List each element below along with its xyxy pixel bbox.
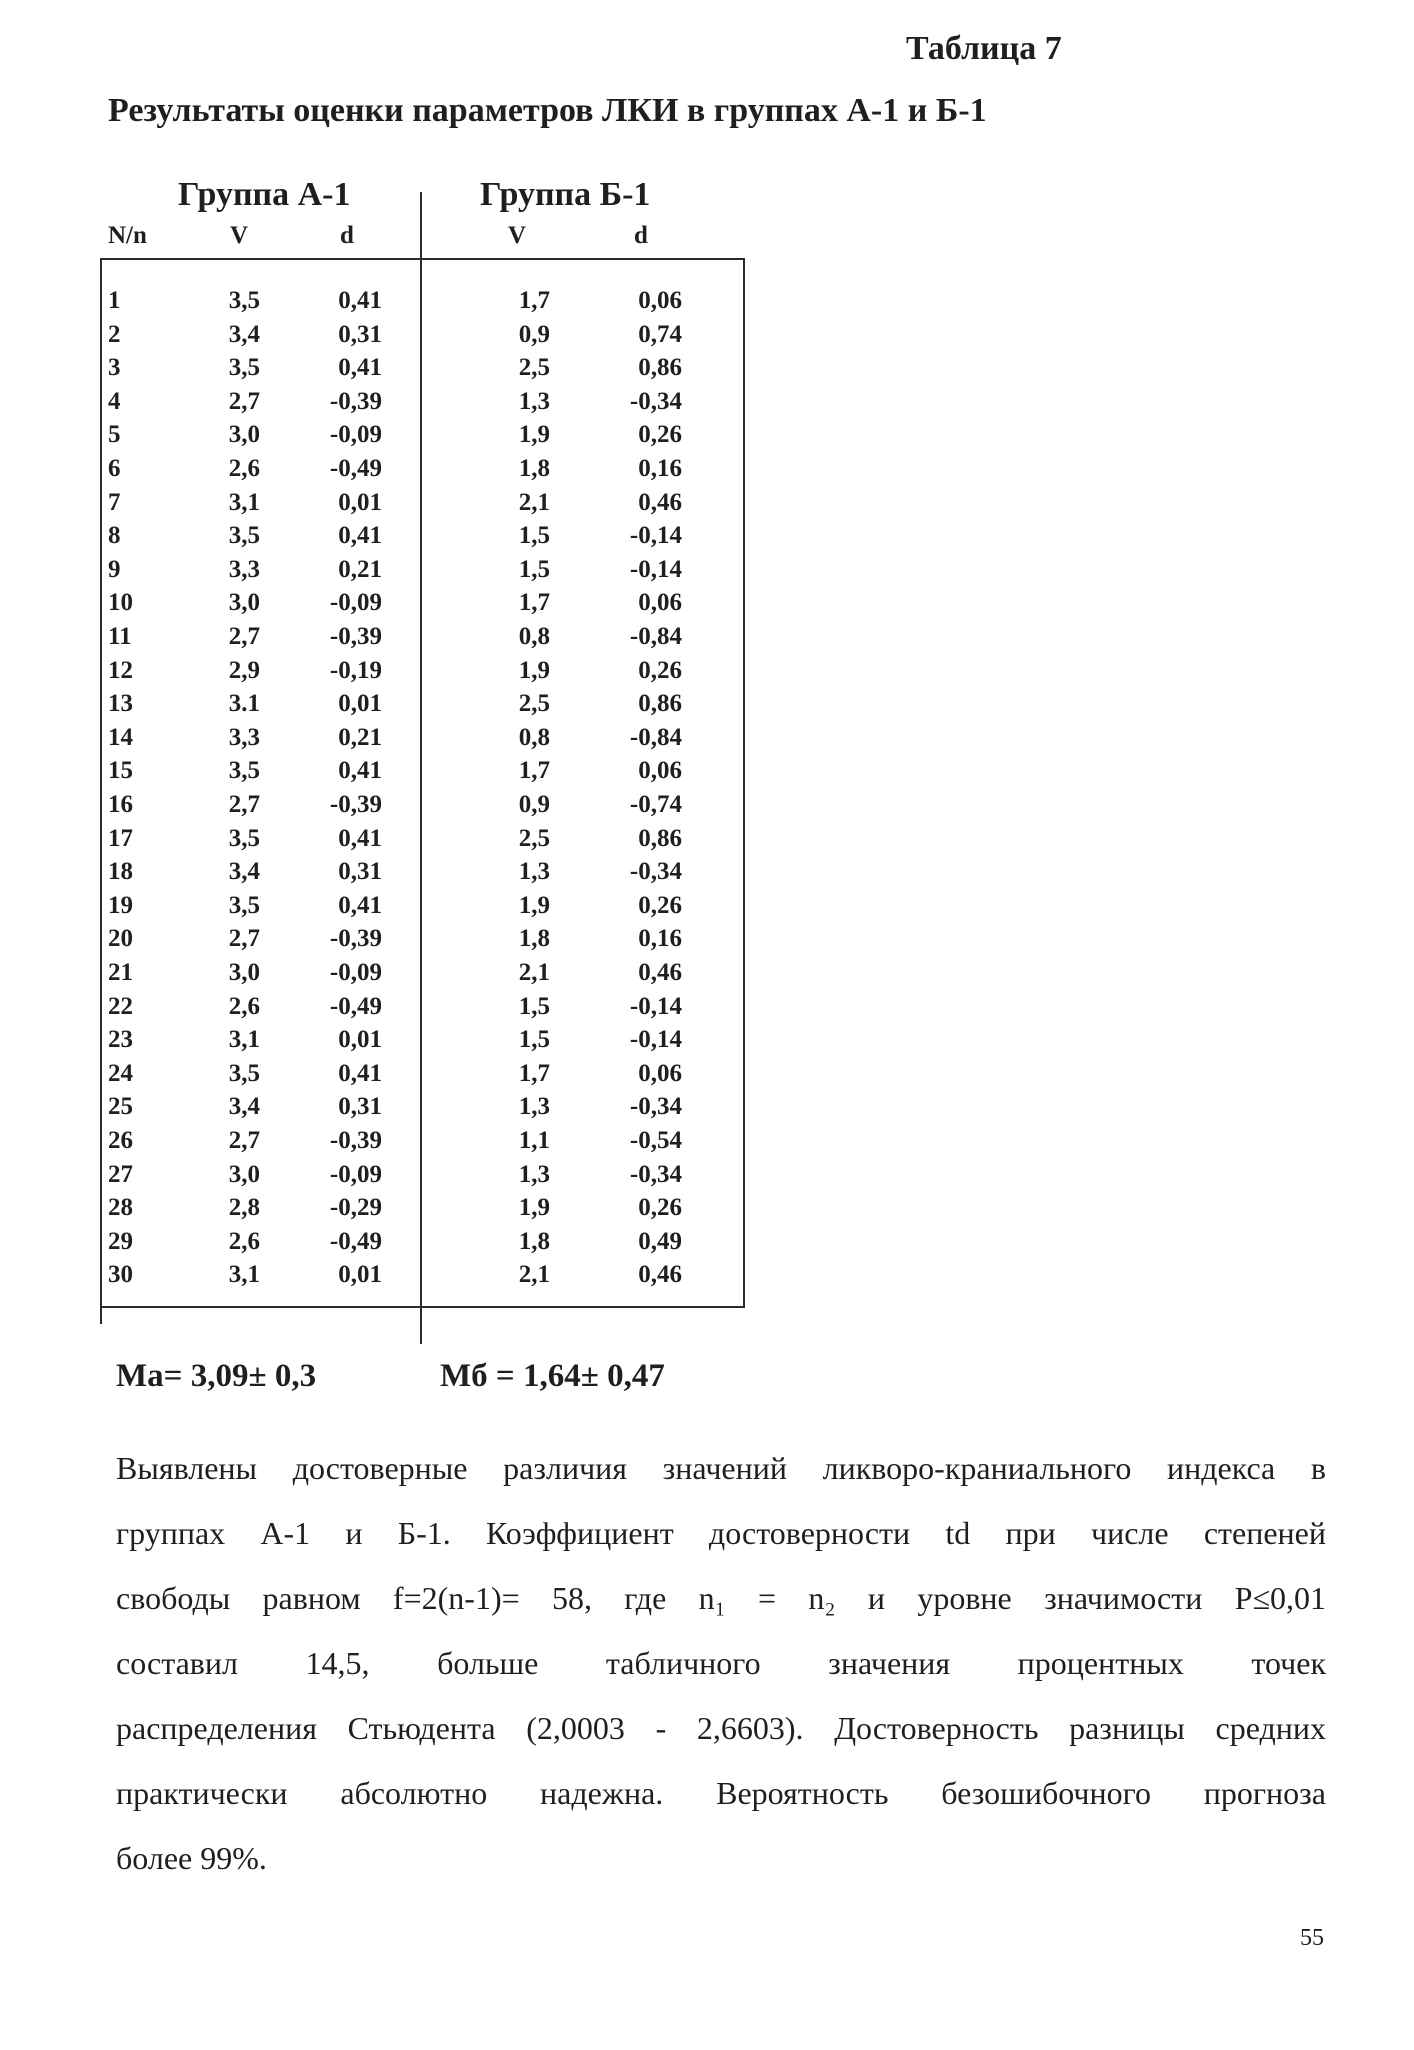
cell-v-b: 1,1 [518, 1127, 550, 1154]
cell-d-b: 0,06 [638, 287, 682, 314]
paragraph-line: свободы равном f=2(n-1)= 58, где n₁ = n₂ и уровне значимости P≤0,01 [116, 1580, 1326, 1616]
cell-v-a: 2,7 [228, 1127, 260, 1154]
cell-v-b: 1,9 [518, 656, 550, 684]
row-number: 13 [108, 690, 133, 718]
cell-d-a: -0,09 [329, 1160, 382, 1188]
table-row [0, 1090, 1414, 1123]
cell-v-b: 2,5 [518, 354, 550, 382]
paragraph-last-line: более 99%. [116, 1840, 267, 1876]
row-number: 22 [108, 992, 133, 1020]
cell-v-a: 3,1 [228, 1261, 260, 1289]
cell-d-a: 0,31 [338, 320, 382, 348]
group-a-heading: Группа А-1 [178, 176, 351, 213]
table-row [0, 318, 1414, 351]
table-row [0, 990, 1414, 1023]
cell-d-b: -0,14 [629, 992, 682, 1020]
cell-v-a: 3,4 [228, 858, 260, 886]
cell-d-a: -0,39 [329, 1127, 382, 1154]
table-row [0, 687, 1414, 720]
cell-v-a: 3,4 [228, 320, 260, 348]
cell-v-b: 1,7 [518, 287, 550, 314]
row-number: 30 [108, 1261, 133, 1289]
table-row [0, 1124, 1414, 1157]
cell-d-b: -0,14 [629, 522, 682, 550]
paragraph-line: практически абсолютно надежна. Вероятность безошибочного прогноза [116, 1775, 1326, 1811]
cell-v-b: 1,3 [518, 1160, 550, 1188]
cell-v-b: 1,3 [518, 858, 550, 886]
cell-d-a: 0,41 [338, 522, 382, 550]
table-row [0, 855, 1414, 888]
page-number: 55 [1300, 1925, 1324, 1951]
cell-d-b: -0,34 [629, 1160, 682, 1188]
cell-d-b: 0,06 [638, 589, 682, 617]
table-row [0, 1158, 1414, 1191]
cell-v-b: 1,3 [518, 1093, 550, 1121]
table-row [0, 385, 1414, 418]
table-row [0, 654, 1414, 687]
cell-d-b: 0,16 [638, 455, 682, 482]
cell-d-a: 0,41 [338, 824, 382, 852]
cell-d-a: -0,09 [329, 589, 382, 617]
cell-d-b: -0,84 [629, 623, 682, 650]
row-number: 14 [108, 723, 133, 751]
cell-v-a: 3,5 [228, 287, 260, 314]
cell-v-b: 2,1 [518, 488, 550, 516]
cell-v-b: 1,8 [518, 925, 550, 953]
row-number: 6 [108, 455, 121, 482]
cell-d-a: 0,01 [338, 1026, 382, 1054]
cell-d-b: 0,16 [638, 925, 682, 953]
cell-v-a: 3,5 [228, 891, 260, 919]
table-row [0, 1191, 1414, 1224]
table-row [0, 922, 1414, 955]
row-number: 7 [108, 488, 121, 516]
row-number: 10 [108, 589, 133, 617]
row-number: 11 [108, 623, 132, 650]
cell-d-a: 0,01 [338, 488, 382, 516]
cell-d-b: -0,14 [629, 1026, 682, 1054]
cell-v-a: 2,6 [228, 1227, 260, 1255]
cell-v-b: 0,8 [518, 723, 550, 751]
cell-d-b: -0,34 [629, 1093, 682, 1121]
cell-d-b: 0,49 [638, 1227, 682, 1255]
cell-v-a: 3,3 [228, 723, 260, 751]
cell-v-b: 2,5 [518, 690, 550, 718]
cell-v-b: 1,5 [518, 555, 550, 583]
row-number: 9 [108, 555, 121, 583]
cell-v-b: 0,8 [518, 623, 550, 650]
cell-v-b: 0,9 [518, 791, 550, 818]
cell-v-b: 1,9 [518, 891, 550, 919]
cell-v-a: 3,5 [228, 824, 260, 852]
cell-d-a: -0,09 [329, 421, 382, 449]
row-number: 2 [108, 320, 121, 348]
paragraph-line: распределения Стьюдента (2,0003 - 2,6603). Достоверность разницы средних [116, 1710, 1326, 1746]
column-header-d-a: d [340, 222, 354, 249]
row-number: 23 [108, 1026, 133, 1054]
cell-d-a: 0,41 [338, 354, 382, 382]
table-row [0, 1258, 1414, 1291]
table-top-border [100, 258, 745, 260]
cell-d-b: 0,74 [638, 320, 682, 348]
cell-v-a: 2,6 [228, 455, 260, 482]
cell-v-b: 1,5 [518, 1026, 550, 1054]
cell-d-a: 0,41 [338, 1059, 382, 1087]
cell-v-b: 1,9 [518, 421, 550, 449]
cell-d-b: 0,26 [638, 656, 682, 684]
cell-v-a: 3,5 [228, 522, 260, 550]
row-number: 17 [108, 824, 133, 852]
row-number: 29 [108, 1227, 133, 1255]
paragraph-line: Выявлены достоверные различия значений ликворо-краниального индекса в [116, 1450, 1326, 1486]
cell-v-b: 1,7 [518, 757, 550, 785]
row-number: 28 [108, 1194, 133, 1222]
row-number: 26 [108, 1127, 133, 1154]
cell-v-a: 2,8 [228, 1194, 260, 1222]
row-number: 3 [108, 354, 121, 382]
cell-v-b: 2,1 [518, 1261, 550, 1289]
cell-v-a: 2,6 [228, 992, 260, 1020]
cell-v-b: 1,8 [518, 455, 550, 482]
cell-d-b: 0,06 [638, 757, 682, 785]
mean-group-a: Ма= 3,09± 0,3 [116, 1358, 317, 1394]
cell-d-b: 0,86 [638, 690, 682, 718]
table-row [0, 351, 1414, 384]
cell-v-b: 1,5 [518, 992, 550, 1020]
cell-v-b: 2,1 [518, 959, 550, 986]
cell-d-a: -0,39 [329, 791, 382, 818]
cell-d-a: -0,39 [329, 623, 382, 650]
cell-v-a: 3,0 [228, 959, 260, 986]
table-row [0, 956, 1414, 989]
row-number: 20 [108, 925, 133, 953]
cell-d-b: -0,34 [629, 858, 682, 886]
cell-d-a: -0,19 [329, 656, 382, 684]
cell-v-a: 3.1 [228, 690, 260, 718]
row-number: 16 [108, 791, 133, 818]
cell-d-b: -0,14 [629, 555, 682, 583]
group-b-heading: Группа Б-1 [480, 176, 651, 213]
cell-d-a: 0,01 [338, 1261, 382, 1289]
table-row [0, 1023, 1414, 1056]
cell-d-b: 0,46 [638, 959, 682, 986]
cell-v-b: 1,9 [518, 1194, 550, 1222]
row-number: 1 [108, 287, 121, 314]
cell-v-a: 2,7 [228, 925, 260, 953]
table-row [0, 519, 1414, 552]
cell-d-a: -0,39 [329, 925, 382, 953]
table-row [0, 822, 1414, 855]
cell-v-a: 2,7 [228, 623, 260, 650]
cell-d-a: 0,41 [338, 287, 382, 314]
cell-d-b: 0,46 [638, 1261, 682, 1289]
cell-v-a: 2,7 [228, 387, 260, 415]
cell-v-a: 3,3 [228, 555, 260, 583]
paragraph-line: составил 14,5, больше табличного значения процентных точек [116, 1645, 1326, 1681]
cell-d-a: -0,49 [329, 992, 382, 1020]
table-row [0, 284, 1414, 317]
cell-d-a: -0,49 [329, 1227, 382, 1255]
cell-d-b: 0,26 [638, 891, 682, 919]
table-row [0, 553, 1414, 586]
table-row [0, 418, 1414, 451]
cell-d-a: 0,21 [338, 723, 382, 751]
table-row [0, 586, 1414, 619]
cell-d-a: 0,21 [338, 555, 382, 583]
cell-d-a: -0,09 [329, 959, 382, 986]
row-number: 25 [108, 1093, 133, 1121]
cell-d-b: -0,54 [629, 1127, 682, 1154]
table-row [0, 486, 1414, 519]
row-number: 5 [108, 421, 121, 449]
cell-d-b: 0,46 [638, 488, 682, 516]
cell-v-a: 3,4 [228, 1093, 260, 1121]
cell-d-a: 0,41 [338, 757, 382, 785]
row-number: 19 [108, 891, 133, 919]
cell-d-a: 0,41 [338, 891, 382, 919]
cell-d-b: 0,86 [638, 354, 682, 382]
cell-v-b: 1,5 [518, 522, 550, 550]
row-number: 12 [108, 656, 133, 684]
cell-d-a: 0,31 [338, 1093, 382, 1121]
table-title: Результаты оценки параметров ЛКИ в группах А-1 и Б-1 [108, 92, 987, 129]
cell-d-a: 0,01 [338, 690, 382, 718]
column-header-d-b: d [634, 222, 648, 249]
table-bottom-border [100, 1306, 745, 1308]
row-number: 27 [108, 1160, 133, 1188]
cell-v-b: 1,7 [518, 589, 550, 617]
table-row [0, 754, 1414, 787]
row-number: 21 [108, 959, 133, 986]
cell-v-a: 3,0 [228, 589, 260, 617]
cell-d-b: 0,86 [638, 824, 682, 852]
table-row [0, 889, 1414, 922]
cell-v-a: 3,0 [228, 421, 260, 449]
cell-d-a: -0,49 [329, 455, 382, 482]
cell-v-b: 1,7 [518, 1059, 550, 1087]
cell-d-b: -0,74 [629, 791, 682, 818]
table-row [0, 788, 1414, 821]
cell-d-b: 0,26 [638, 421, 682, 449]
cell-v-a: 3,1 [228, 488, 260, 516]
cell-v-a: 3,5 [228, 354, 260, 382]
paragraph-line: группах А-1 и Б-1. Коэффициент достоверности td при числе степеней [116, 1515, 1326, 1551]
cell-d-b: -0,34 [629, 387, 682, 415]
column-header-number: N/n [108, 222, 147, 249]
row-number: 4 [108, 387, 121, 415]
cell-v-b: 1,3 [518, 387, 550, 415]
table-number: Таблица 7 [906, 30, 1062, 67]
table-row [0, 721, 1414, 754]
row-number: 18 [108, 858, 133, 886]
cell-d-a: -0,29 [329, 1194, 382, 1222]
row-number: 8 [108, 522, 121, 550]
cell-v-a: 3,5 [228, 757, 260, 785]
cell-v-a: 2,7 [228, 791, 260, 818]
table-row [0, 620, 1414, 653]
cell-d-a: 0,31 [338, 858, 382, 886]
mean-group-b: Мб = 1,64± 0,47 [440, 1358, 665, 1394]
cell-v-a: 3,5 [228, 1059, 260, 1087]
row-number: 15 [108, 757, 133, 785]
cell-d-a: -0,39 [329, 387, 382, 415]
cell-v-b: 2,5 [518, 824, 550, 852]
column-header-v-a: V [230, 222, 249, 249]
cell-v-b: 1,8 [518, 1227, 550, 1255]
cell-v-a: 2,9 [228, 656, 260, 684]
table-row [0, 1225, 1414, 1258]
column-header-v-b: V [508, 222, 527, 249]
cell-d-b: 0,06 [638, 1059, 682, 1087]
cell-d-b: 0,26 [638, 1194, 682, 1222]
cell-d-b: -0,84 [629, 723, 682, 751]
cell-v-a: 3,0 [228, 1160, 260, 1188]
cell-v-b: 0,9 [518, 320, 550, 348]
table-row [0, 452, 1414, 485]
cell-v-a: 3,1 [228, 1026, 260, 1054]
table-row [0, 1057, 1414, 1090]
row-number: 24 [108, 1059, 133, 1087]
